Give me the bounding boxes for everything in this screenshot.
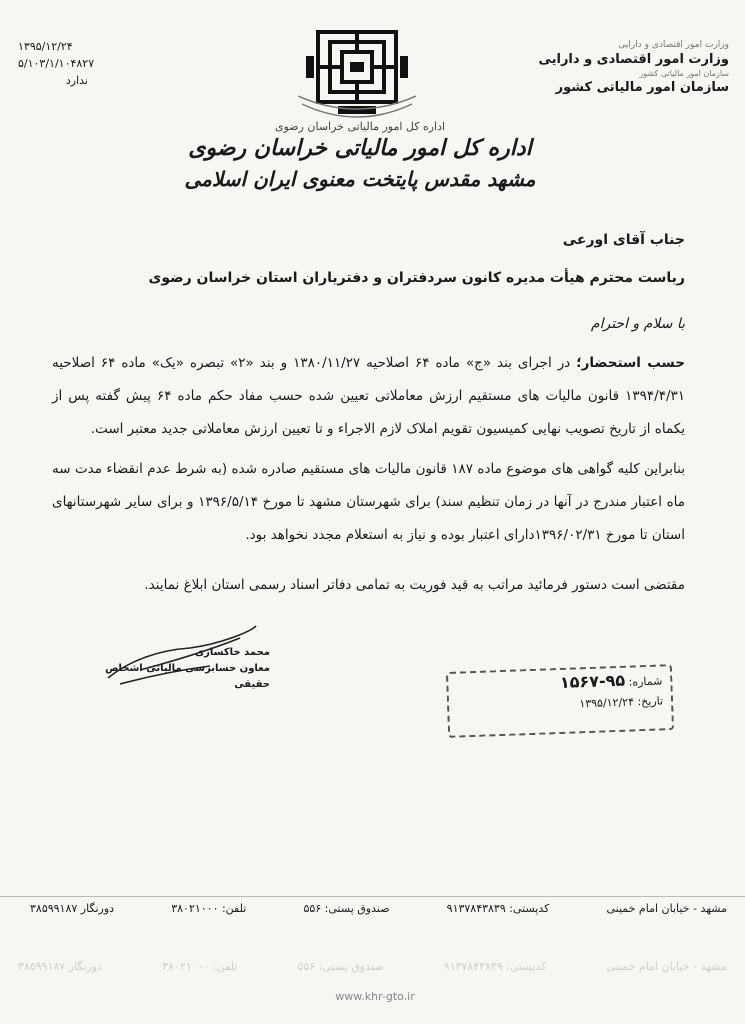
letter-number: ۵/۱۰۳/۱/۱۰۴۸۲۷ [18, 57, 95, 70]
signer-title: معاون حسابرسی مالیاتی اشخاص حقیقی [105, 663, 270, 690]
organization-name: سازمان امور مالیاتی کشور [555, 80, 729, 95]
letter-meta [18, 38, 128, 89]
footer-postal-code: کدپستی: ۹۱۳۷۸۴۳۸۳۹ [446, 902, 550, 915]
footer-phone: تلفن: ۳۸۰۲۱۰۰۰ [171, 902, 247, 915]
stamp-number: ۹۵-۱۵۶۷ [559, 670, 626, 692]
tax-organization-logo-icon [298, 26, 416, 126]
stamp-date-label: تاریخ: [637, 694, 664, 709]
paragraph-2: بنابراین کلیه گواهی های موضوع ماده ۱۸۷ قانون مالیات های مستقیم صادره شده (به شرط عدم انقضاء مدت سه ماه اعتبار مندرج در آنها در زمان تنظیم سند) برای شهرستان مشهد تا مورخ ۱۳۹۶/۵/۱۴ و برای سایر شهرستانهای استان تا مورخ ۱۳۹۶/۰۲/۳۱دارای اعتبار بوده و نیاز به استعلام مجدد نخواهد بود. [52, 461, 686, 543]
footer-bleed-through [18, 960, 727, 973]
signer-name: محمد خاکساری [195, 647, 270, 658]
letterhead-title: اداره کل امور مالیاتی خراسان رضوی [188, 135, 532, 161]
addressee-position: ریاست محترم هیأت مدیره کانون سردفتران و دفتریاران استان خراسان رضوی [148, 270, 685, 286]
footer-fax: دورنگار ۳۸۵۹۹۱۸۷ [30, 902, 115, 915]
paragraph-1-body: در اجرای بند «ج» ماده ۶۴ اصلاحیه ۱۳۸۰/۱۱/۲۷ و بند «۲» تبصره «یک» ماده ۶۴ اصلاحیه ۱۳۹۴/۴/۳۱ قانون مالیات های مستقیم ارزش معاملاتی تعیین شده حسب مفاد حکم ماده ۶۴ پیش گفته پس از یکماه از تاریخ تصویب نهایی کمیسیون تقویم املاک لازم الاجراء و تا تعیین ارزش معاملاتی جدید معتبر است. [52, 355, 685, 437]
footer-address: مشهد - خیابان امام خمینی [606, 902, 727, 915]
ministry-name: وزارت امور اقتصادی و دارایی [538, 52, 729, 67]
signer-block [100, 645, 270, 693]
paragraph-1-lead: حسب استحضار؛ [576, 355, 685, 371]
ministry-caption: وزارت امور اقتصادی و دارایی [618, 40, 729, 50]
ministry-block [439, 40, 729, 95]
greeting: با سلام و احترام [590, 316, 685, 332]
ghost-postal-code: کدپستی: ۹۱۳۷۸۴۳۸۳۹ [443, 960, 547, 973]
letter-date: ۱۳۹۵/۱۲/۲۴ [18, 40, 73, 53]
ghost-address: مشهد - خیابان امام خمینی [606, 960, 727, 973]
letterhead-caption: اداره کل امور مالیاتی خراسان رضوی [274, 120, 446, 133]
footer-divider [0, 896, 745, 897]
stamp-number-label: شماره: [628, 674, 663, 689]
organization-caption: سازمان امور مالیاتی کشور [639, 69, 729, 78]
registration-stamp [446, 664, 674, 738]
addressee: جناب آقای اورعی [562, 232, 685, 248]
letterhead [150, 120, 570, 191]
footer [18, 902, 727, 915]
letterhead-slogan: مشهد مقدس پایتخت معنوی ایران اسلامی [184, 167, 536, 191]
footer-po-box: صندوق پستی: ۵۵۶ [303, 902, 390, 915]
paragraph-1 [52, 347, 685, 446]
ghost-phone: تلفن: ۳۸۰۲۱۰۰۰ [162, 960, 238, 973]
stamp-date: ۱۳۹۵/۱۲/۲۴ [579, 695, 635, 711]
ghost-po-box: صندوق پستی: ۵۵۶ [297, 960, 384, 973]
letter-attachment: ندارد [65, 74, 88, 87]
paragraph-3: مقتضی است دستور فرمائید مراتب به قید فوریت به تمامی دفاتر اسناد رسمی استان ابلاغ نمایند. [144, 577, 685, 593]
footer-website: www.khr-gto.ir [335, 990, 415, 1003]
ghost-fax: دورنگار ۳۸۵۹۹۱۸۷ [18, 960, 103, 973]
